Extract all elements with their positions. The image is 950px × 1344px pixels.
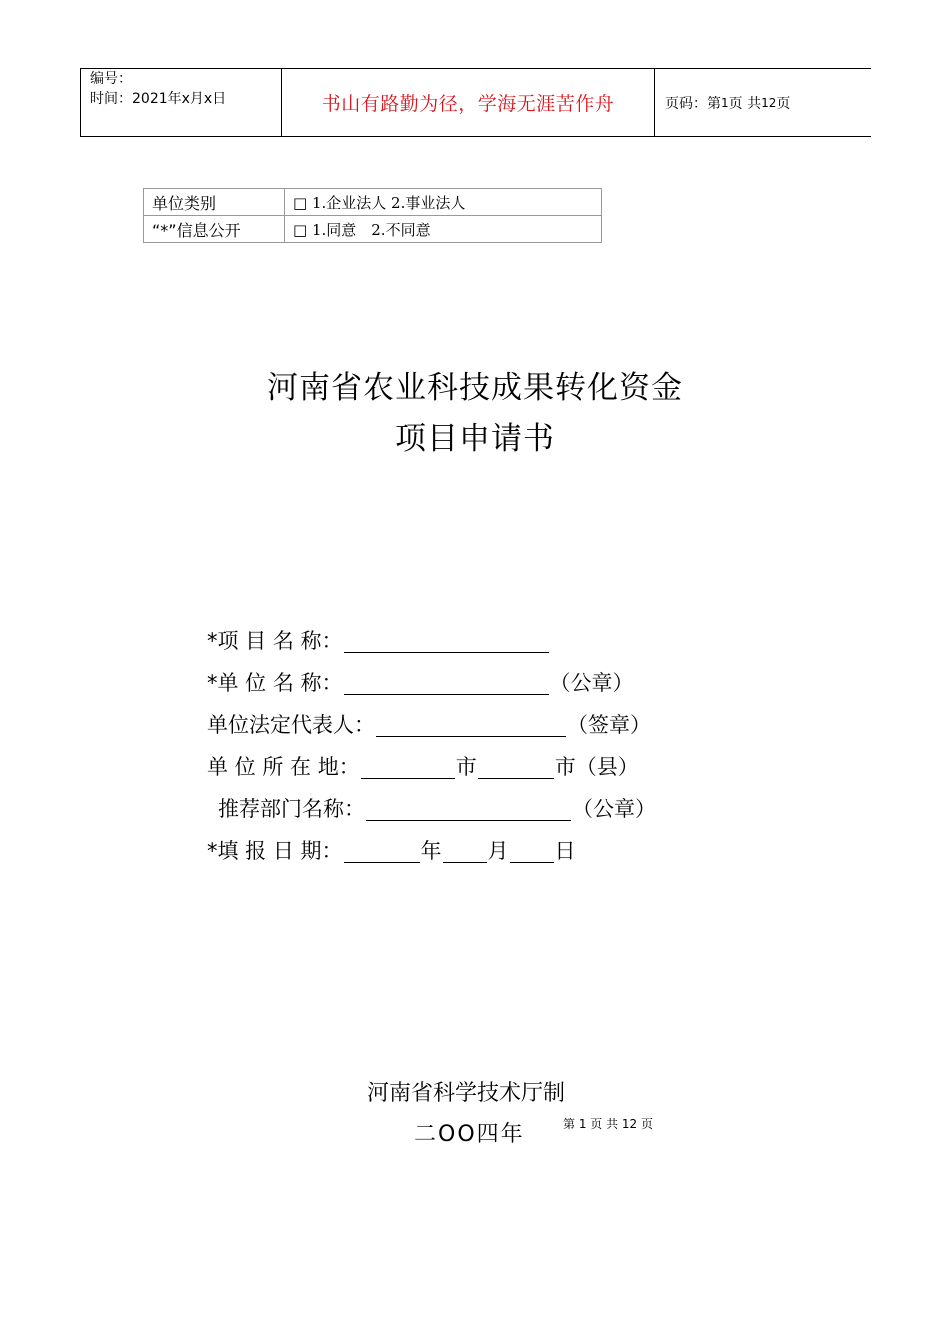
page-note: 第 1 页 共 12 页 xyxy=(563,1117,653,1131)
unit-name-suffix: （公章） xyxy=(549,671,634,695)
project-name-label: *项 目 名 称： xyxy=(207,629,343,653)
location-label: 单 位 所 在 地： xyxy=(207,755,360,779)
page-total: 12 xyxy=(761,95,777,110)
year-label: 年 xyxy=(420,839,442,863)
month-field[interactable] xyxy=(443,840,487,863)
legal-rep-field[interactable] xyxy=(376,714,566,737)
legal-rep-row xyxy=(207,704,656,746)
page-current: 1 xyxy=(721,95,729,110)
fill-date-row xyxy=(207,830,656,872)
info-table xyxy=(143,188,602,243)
issuer: 河南省科学技术厅制 xyxy=(367,1081,566,1106)
recommend-dept-label: 推荐部门名称： xyxy=(218,797,365,821)
recommend-dept-suffix: （公章） xyxy=(572,797,656,821)
fill-date-label: *填 报 日 期： xyxy=(207,839,343,863)
day-label: 日 xyxy=(554,839,576,863)
location-county-field[interactable] xyxy=(478,756,554,779)
month-label: 月 xyxy=(487,839,509,863)
info-disclosure-label: “*”信息公开 xyxy=(144,216,285,243)
location-city-field[interactable] xyxy=(361,756,455,779)
time-label: 时间：2021年x月x日 xyxy=(90,91,227,107)
year-field[interactable] xyxy=(344,840,420,863)
unit-name-row xyxy=(207,662,656,704)
header-page-number xyxy=(655,69,871,136)
issue-year: 二OO四年 xyxy=(414,1122,525,1147)
recommend-dept-row xyxy=(207,788,656,830)
page-mid: 页 共 xyxy=(728,95,762,112)
day-field[interactable] xyxy=(510,840,554,863)
document-subtitle: 项目申请书 xyxy=(395,421,555,457)
application-form xyxy=(207,620,656,872)
project-name-row xyxy=(207,620,656,662)
page-prefix: 页码：第 xyxy=(665,95,721,112)
location-city-label: 市 xyxy=(455,755,477,779)
project-name-field[interactable] xyxy=(344,630,549,653)
info-disclosure-options[interactable]: □ 1.同意 2.不同意 xyxy=(285,216,602,243)
legal-rep-label: 单位法定代表人： xyxy=(207,713,375,737)
document-title: 河南省农业科技成果转化资金 xyxy=(267,370,683,406)
location-row xyxy=(207,746,656,788)
unit-type-options[interactable]: □ 1.企业法人 2.事业法人 xyxy=(285,189,602,216)
page-suffix: 页 xyxy=(776,95,791,112)
unit-name-label: *单 位 名 称： xyxy=(207,671,343,695)
legal-rep-suffix: （签章） xyxy=(567,713,651,737)
table-row xyxy=(144,216,602,243)
header-motto: 书山有路勤为径，学海无涯苦作舟 xyxy=(282,69,655,136)
location-county-label: 市（县） xyxy=(554,755,639,779)
code-label: 编号： xyxy=(90,71,132,87)
recommend-dept-field[interactable] xyxy=(366,798,571,821)
table-row xyxy=(144,189,602,216)
unit-type-label: 单位类别 xyxy=(144,189,285,216)
page-header xyxy=(80,68,871,137)
unit-name-field[interactable] xyxy=(344,672,549,695)
header-meta xyxy=(81,69,282,136)
